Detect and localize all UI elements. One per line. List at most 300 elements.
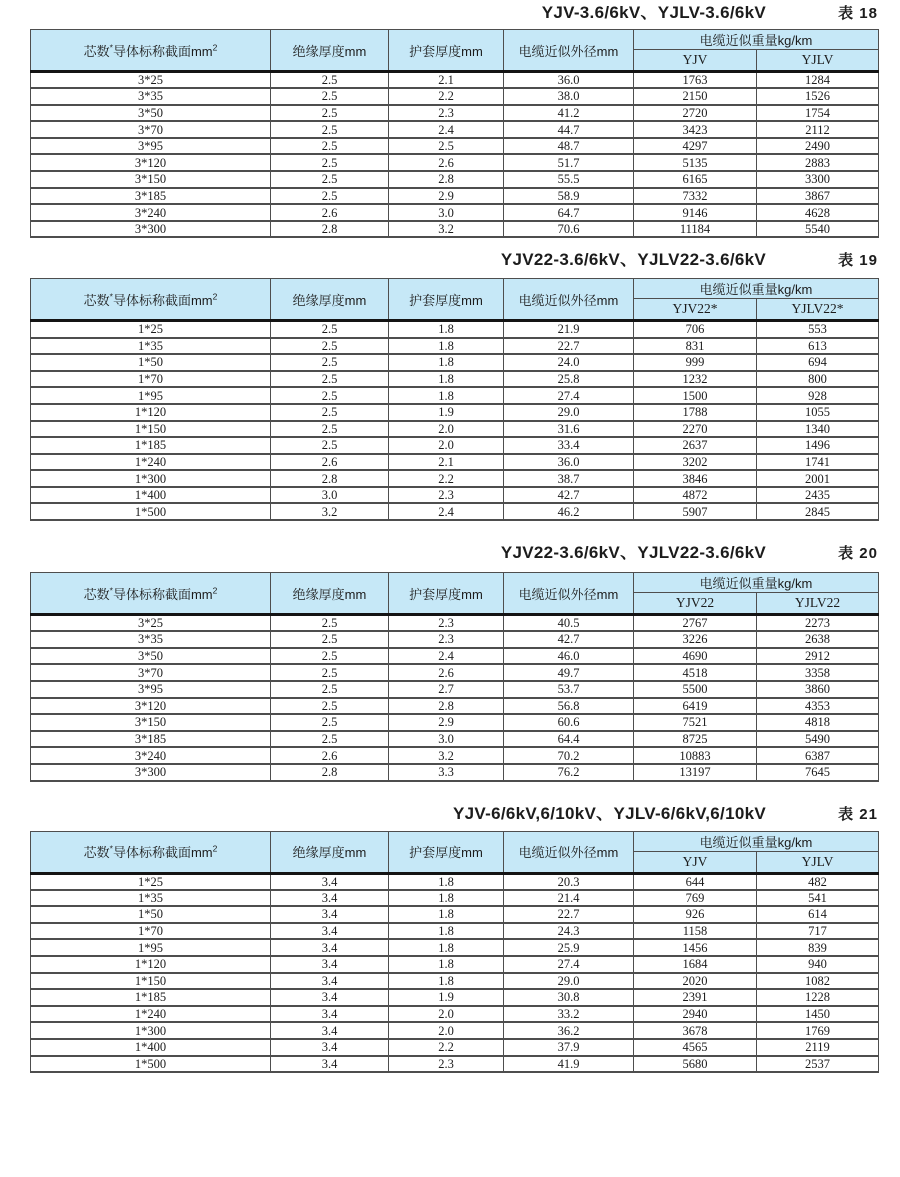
sheath-cell: 1.8 [389,956,504,973]
table-row [31,1056,879,1073]
weight-cell-2: 613 [757,338,879,355]
insulation-cell: 2.5 [271,421,389,438]
spec-cell: 1*400 [31,487,271,504]
insulation-cell: 2.5 [271,338,389,355]
insulation-cell: 2.5 [271,714,389,731]
column-header-weight-type-2: YJLV22 [757,593,879,615]
sheath-cell: 2.9 [389,714,504,731]
sheath-cell: 2.8 [389,698,504,715]
diameter-cell: 40.5 [504,615,634,632]
sheath-cell: 2.2 [389,1039,504,1056]
table-row [31,138,879,155]
insulation-cell: 3.4 [271,1039,389,1056]
diameter-cell: 25.8 [504,371,634,388]
table-row [31,121,879,138]
diameter-cell: 22.7 [504,906,634,923]
diameter-cell: 20.3 [504,873,634,890]
weight-cell-1: 4690 [634,648,757,665]
column-header-core-section [31,30,271,72]
spec-cell: 1*70 [31,371,271,388]
diameter-cell: 46.0 [504,648,634,665]
diameter-cell: 24.3 [504,923,634,940]
table-title: YJV22-3.6/6kV、YJLV22-3.6/6kV [500,543,766,563]
table-row [31,681,879,698]
spec-cell: 1*25 [31,873,271,890]
table-row [31,154,879,171]
table-title: YJV22-3.6/6kV、YJLV22-3.6/6kV [500,250,766,270]
table-row [31,698,879,715]
sheath-cell: 2.4 [389,648,504,665]
insulation-cell: 2.5 [271,698,389,715]
spec-cell: 3*25 [31,72,271,89]
insulation-cell: 3.4 [271,973,389,990]
column-header-sheath: 护套厚度mm [389,573,504,615]
spec-cell: 3*25 [31,615,271,632]
header-text: 导体标称截面mm [112,43,213,59]
weight-cell-2: 2001 [757,470,879,487]
sheath-cell: 2.4 [389,503,504,520]
diameter-cell: 31.6 [504,421,634,438]
sheath-cell: 1.9 [389,989,504,1006]
table-title-row [30,4,878,23]
table-row [31,664,879,681]
weight-cell-2: 2435 [757,487,879,504]
insulation-cell: 2.6 [271,747,389,764]
column-header-weight: 电缆近似重量kg/km [634,279,879,299]
table-block-18 [30,0,878,238]
insulation-cell: 3.4 [271,923,389,940]
column-header-weight: 电缆近似重量kg/km [634,831,879,851]
weight-cell-1: 13197 [634,764,757,781]
table-row [31,731,879,748]
weight-cell-1: 2391 [634,989,757,1006]
weight-cell-2: 3300 [757,171,879,188]
sheath-cell: 2.3 [389,487,504,504]
table-row [31,648,879,665]
diameter-cell: 42.7 [504,487,634,504]
header-sup: * [109,291,113,302]
sheath-cell: 3.0 [389,731,504,748]
spec-cell: 1*500 [31,503,271,520]
sheath-cell: 3.3 [389,764,504,781]
header-text: 芯数 [83,586,110,602]
weight-cell-1: 4565 [634,1039,757,1056]
cable-spec-table [30,572,879,781]
weight-cell-2: 928 [757,387,879,404]
diameter-cell: 33.4 [504,437,634,454]
sheath-cell: 1.8 [389,873,504,890]
column-header-core-section [31,573,271,615]
weight-cell-1: 2637 [634,437,757,454]
weight-cell-2: 839 [757,939,879,956]
spec-cell: 3*70 [31,121,271,138]
weight-cell-2: 1741 [757,454,879,471]
table-row [31,171,879,188]
column-header-insulation: 绝缘厚度mm [271,30,389,72]
spec-cell: 3*35 [31,88,271,105]
sheath-cell: 2.0 [389,437,504,454]
table-row [31,204,879,221]
spec-cell: 1*500 [31,1056,271,1073]
weight-cell-2: 2845 [757,503,879,520]
weight-cell-1: 8725 [634,731,757,748]
weight-cell-1: 5907 [634,503,757,520]
weight-cell-2: 694 [757,354,879,371]
diameter-cell: 41.2 [504,105,634,122]
diameter-cell: 21.9 [504,321,634,338]
column-header-insulation: 绝缘厚度mm [271,831,389,873]
insulation-cell: 3.4 [271,1022,389,1039]
weight-cell-1: 1684 [634,956,757,973]
sheath-cell: 2.2 [389,470,504,487]
sheath-cell: 2.6 [389,154,504,171]
insulation-cell: 2.5 [271,664,389,681]
sheath-cell: 1.8 [389,973,504,990]
diameter-cell: 46.2 [504,503,634,520]
diameter-cell: 70.2 [504,747,634,764]
spec-cell: 1*185 [31,437,271,454]
spec-cell: 3*50 [31,105,271,122]
column-header-sheath: 护套厚度mm [389,831,504,873]
spec-cell: 3*300 [31,221,271,238]
sheath-cell: 1.9 [389,404,504,421]
sheath-cell: 2.3 [389,615,504,632]
table-row [31,421,879,438]
table-row [31,321,879,338]
insulation-cell: 3.4 [271,939,389,956]
sheath-cell: 1.8 [389,906,504,923]
weight-cell-2: 541 [757,890,879,907]
column-header-diameter: 电缆近似外径mm [504,279,634,321]
weight-cell-1: 3678 [634,1022,757,1039]
insulation-cell: 2.5 [271,88,389,105]
spec-cell: 1*70 [31,923,271,940]
table-row [31,188,879,205]
diameter-cell: 36.0 [504,454,634,471]
sheath-cell: 2.0 [389,1022,504,1039]
weight-cell-1: 10883 [634,747,757,764]
sheath-cell: 3.2 [389,221,504,238]
insulation-cell: 2.5 [271,631,389,648]
weight-cell-1: 1788 [634,404,757,421]
insulation-cell: 2.5 [271,404,389,421]
spec-cell: 3*300 [31,764,271,781]
insulation-cell: 2.5 [271,437,389,454]
sheath-cell: 1.8 [389,890,504,907]
weight-cell-2: 940 [757,956,879,973]
sheath-cell: 2.0 [389,1006,504,1023]
table-title-row [30,544,878,563]
weight-cell-1: 2270 [634,421,757,438]
spec-cell: 1*150 [31,973,271,990]
diameter-cell: 42.7 [504,631,634,648]
sheath-cell: 1.8 [389,338,504,355]
table-row [31,338,879,355]
table-block-20 [30,544,878,781]
weight-cell-2: 5490 [757,731,879,748]
weight-cell-2: 553 [757,321,879,338]
weight-cell-2: 1754 [757,105,879,122]
diameter-cell: 36.0 [504,72,634,89]
weight-cell-1: 11184 [634,221,757,238]
sheath-cell: 1.8 [389,923,504,940]
weight-cell-2: 800 [757,371,879,388]
header-text: 导体标称截面mm [112,845,213,860]
column-header-sheath: 护套厚度mm [389,30,504,72]
table-row [31,371,879,388]
spec-cell: 3*120 [31,154,271,171]
insulation-cell: 2.5 [271,105,389,122]
table-row [31,1039,879,1056]
weight-cell-2: 2912 [757,648,879,665]
table-block-19 [30,251,878,521]
weight-cell-1: 9146 [634,204,757,221]
diameter-cell: 58.9 [504,188,634,205]
weight-cell-1: 2767 [634,615,757,632]
column-header-diameter: 电缆近似外径mm [504,573,634,615]
insulation-cell: 2.8 [271,470,389,487]
header-text: 导体标称截面mm [112,586,213,602]
header-text: 芯数 [83,292,110,308]
spec-cell: 1*150 [31,421,271,438]
spec-cell: 1*185 [31,989,271,1006]
table-number: 表 19 [838,252,878,270]
table-title-row [30,251,878,270]
weight-cell-1: 1456 [634,939,757,956]
diameter-cell: 38.7 [504,470,634,487]
cable-spec-table [30,278,879,521]
column-header-diameter: 电缆近似外径mm [504,831,634,873]
column-header-insulation: 绝缘厚度mm [271,279,389,321]
weight-cell-2: 1055 [757,404,879,421]
weight-cell-2: 3860 [757,681,879,698]
cable-spec-table [30,29,879,238]
spec-cell: 3*120 [31,698,271,715]
table-title: YJV-6/6kV,6/10kV、YJLV-6/6kV,6/10kV [453,803,766,823]
sheath-cell: 1.8 [389,387,504,404]
column-header-weight-type-2: YJLV22* [757,299,879,321]
insulation-cell: 2.5 [271,188,389,205]
insulation-cell: 2.5 [271,138,389,155]
sheath-cell: 2.1 [389,72,504,89]
table-row [31,890,879,907]
diameter-cell: 49.7 [504,664,634,681]
table-row [31,470,879,487]
weight-cell-1: 2720 [634,105,757,122]
column-header-weight: 电缆近似重量kg/km [634,30,879,50]
diameter-cell: 33.2 [504,1006,634,1023]
spec-cell: 3*70 [31,664,271,681]
weight-cell-2: 1450 [757,1006,879,1023]
weight-cell-2: 5540 [757,221,879,238]
sheath-cell: 2.1 [389,454,504,471]
weight-cell-2: 4818 [757,714,879,731]
column-header-weight-type-1: YJV22 [634,593,757,615]
spec-cell: 3*95 [31,681,271,698]
spec-cell: 3*150 [31,171,271,188]
weight-cell-1: 5135 [634,154,757,171]
weight-cell-1: 2150 [634,88,757,105]
column-header-core-section [31,831,271,873]
weight-cell-2: 614 [757,906,879,923]
table-row [31,88,879,105]
diameter-cell: 22.7 [504,338,634,355]
spec-cell: 1*300 [31,1022,271,1039]
weight-cell-1: 3423 [634,121,757,138]
table-row [31,989,879,1006]
cable-spec-table [30,831,879,1074]
insulation-cell: 2.6 [271,204,389,221]
weight-cell-2: 3358 [757,664,879,681]
insulation-cell: 2.5 [271,615,389,632]
weight-cell-1: 6165 [634,171,757,188]
header-text: 芯数 [83,845,110,860]
table-row [31,764,879,781]
table-row [31,973,879,990]
column-header-weight-type-2: YJLV [757,50,879,72]
sheath-cell: 1.8 [389,371,504,388]
weight-cell-1: 831 [634,338,757,355]
spec-cell: 3*240 [31,204,271,221]
insulation-cell: 3.2 [271,503,389,520]
sheath-cell: 2.3 [389,105,504,122]
sheath-cell: 2.4 [389,121,504,138]
sheath-cell: 2.6 [389,664,504,681]
column-header-diameter: 电缆近似外径mm [504,30,634,72]
weight-cell-1: 6419 [634,698,757,715]
table-row [31,714,879,731]
table-row [31,354,879,371]
weight-cell-2: 2273 [757,615,879,632]
spec-cell: 3*185 [31,188,271,205]
diameter-cell: 53.7 [504,681,634,698]
sheath-cell: 2.8 [389,171,504,188]
weight-cell-1: 4872 [634,487,757,504]
weight-cell-1: 644 [634,873,757,890]
diameter-cell: 48.7 [504,138,634,155]
table-row [31,437,879,454]
spec-cell: 1*25 [31,321,271,338]
weight-cell-2: 2537 [757,1056,879,1073]
weight-cell-1: 706 [634,321,757,338]
sheath-cell: 3.2 [389,747,504,764]
insulation-cell: 2.5 [271,354,389,371]
spec-cell: 1*300 [31,470,271,487]
sheath-cell: 2.2 [389,88,504,105]
weight-cell-2: 3867 [757,188,879,205]
insulation-cell: 2.8 [271,764,389,781]
insulation-cell: 2.5 [271,171,389,188]
weight-cell-2: 1340 [757,421,879,438]
weight-cell-2: 717 [757,923,879,940]
weight-cell-1: 3846 [634,470,757,487]
diameter-cell: 29.0 [504,973,634,990]
spec-cell: 1*240 [31,454,271,471]
header-sup: * [109,585,113,596]
spec-cell: 1*120 [31,404,271,421]
insulation-cell: 3.4 [271,989,389,1006]
insulation-cell: 2.5 [271,121,389,138]
weight-cell-2: 4628 [757,204,879,221]
sheath-cell: 2.7 [389,681,504,698]
diameter-cell: 44.7 [504,121,634,138]
header-sup: 2 [212,585,218,596]
spec-cell: 3*185 [31,731,271,748]
table-row [31,503,879,520]
spec-cell: 1*95 [31,387,271,404]
column-header-weight: 电缆近似重量kg/km [634,573,879,593]
insulation-cell: 2.5 [271,681,389,698]
header-sup: 2 [212,843,218,854]
insulation-cell: 2.5 [271,387,389,404]
header-text: 导体标称截面mm [112,292,213,308]
insulation-cell: 3.4 [271,956,389,973]
weight-cell-2: 4353 [757,698,879,715]
table-row [31,454,879,471]
diameter-cell: 25.9 [504,939,634,956]
weight-cell-2: 2883 [757,154,879,171]
weight-cell-2: 6387 [757,747,879,764]
table-block-21 [30,805,878,1074]
spec-cell: 1*50 [31,906,271,923]
weight-cell-2: 7645 [757,764,879,781]
insulation-cell: 3.4 [271,873,389,890]
diameter-cell: 64.4 [504,731,634,748]
spec-cell: 3*50 [31,648,271,665]
spec-cell: 3*35 [31,631,271,648]
insulation-cell: 3.4 [271,890,389,907]
header-sup: 2 [212,291,218,302]
weight-cell-1: 1232 [634,371,757,388]
table-row [31,404,879,421]
weight-cell-2: 2112 [757,121,879,138]
sheath-cell: 2.3 [389,1056,504,1073]
diameter-cell: 60.6 [504,714,634,731]
table-row [31,615,879,632]
table-number: 表 20 [838,545,878,563]
diameter-cell: 70.6 [504,221,634,238]
weight-cell-2: 1228 [757,989,879,1006]
sheath-cell: 2.0 [389,421,504,438]
column-header-weight-type-1: YJV [634,851,757,873]
table-number: 表 21 [838,805,878,823]
table-row [31,747,879,764]
spec-cell: 1*120 [31,956,271,973]
weight-cell-1: 1763 [634,72,757,89]
table-number: 表 18 [838,5,878,22]
insulation-cell: 2.5 [271,648,389,665]
table-row [31,1022,879,1039]
diameter-cell: 29.0 [504,404,634,421]
diameter-cell: 36.2 [504,1022,634,1039]
header-sup: * [109,42,113,53]
weight-cell-2: 1526 [757,88,879,105]
sheath-cell: 2.5 [389,138,504,155]
table-row [31,939,879,956]
header-sup: * [109,843,113,854]
spec-cell: 3*95 [31,138,271,155]
weight-cell-1: 3226 [634,631,757,648]
diameter-cell: 24.0 [504,354,634,371]
table-row [31,221,879,238]
insulation-cell: 2.5 [271,731,389,748]
weight-cell-1: 7521 [634,714,757,731]
diameter-cell: 55.5 [504,171,634,188]
table-row [31,105,879,122]
weight-cell-1: 1500 [634,387,757,404]
column-header-weight-type-1: YJV [634,50,757,72]
diameter-cell: 30.8 [504,989,634,1006]
